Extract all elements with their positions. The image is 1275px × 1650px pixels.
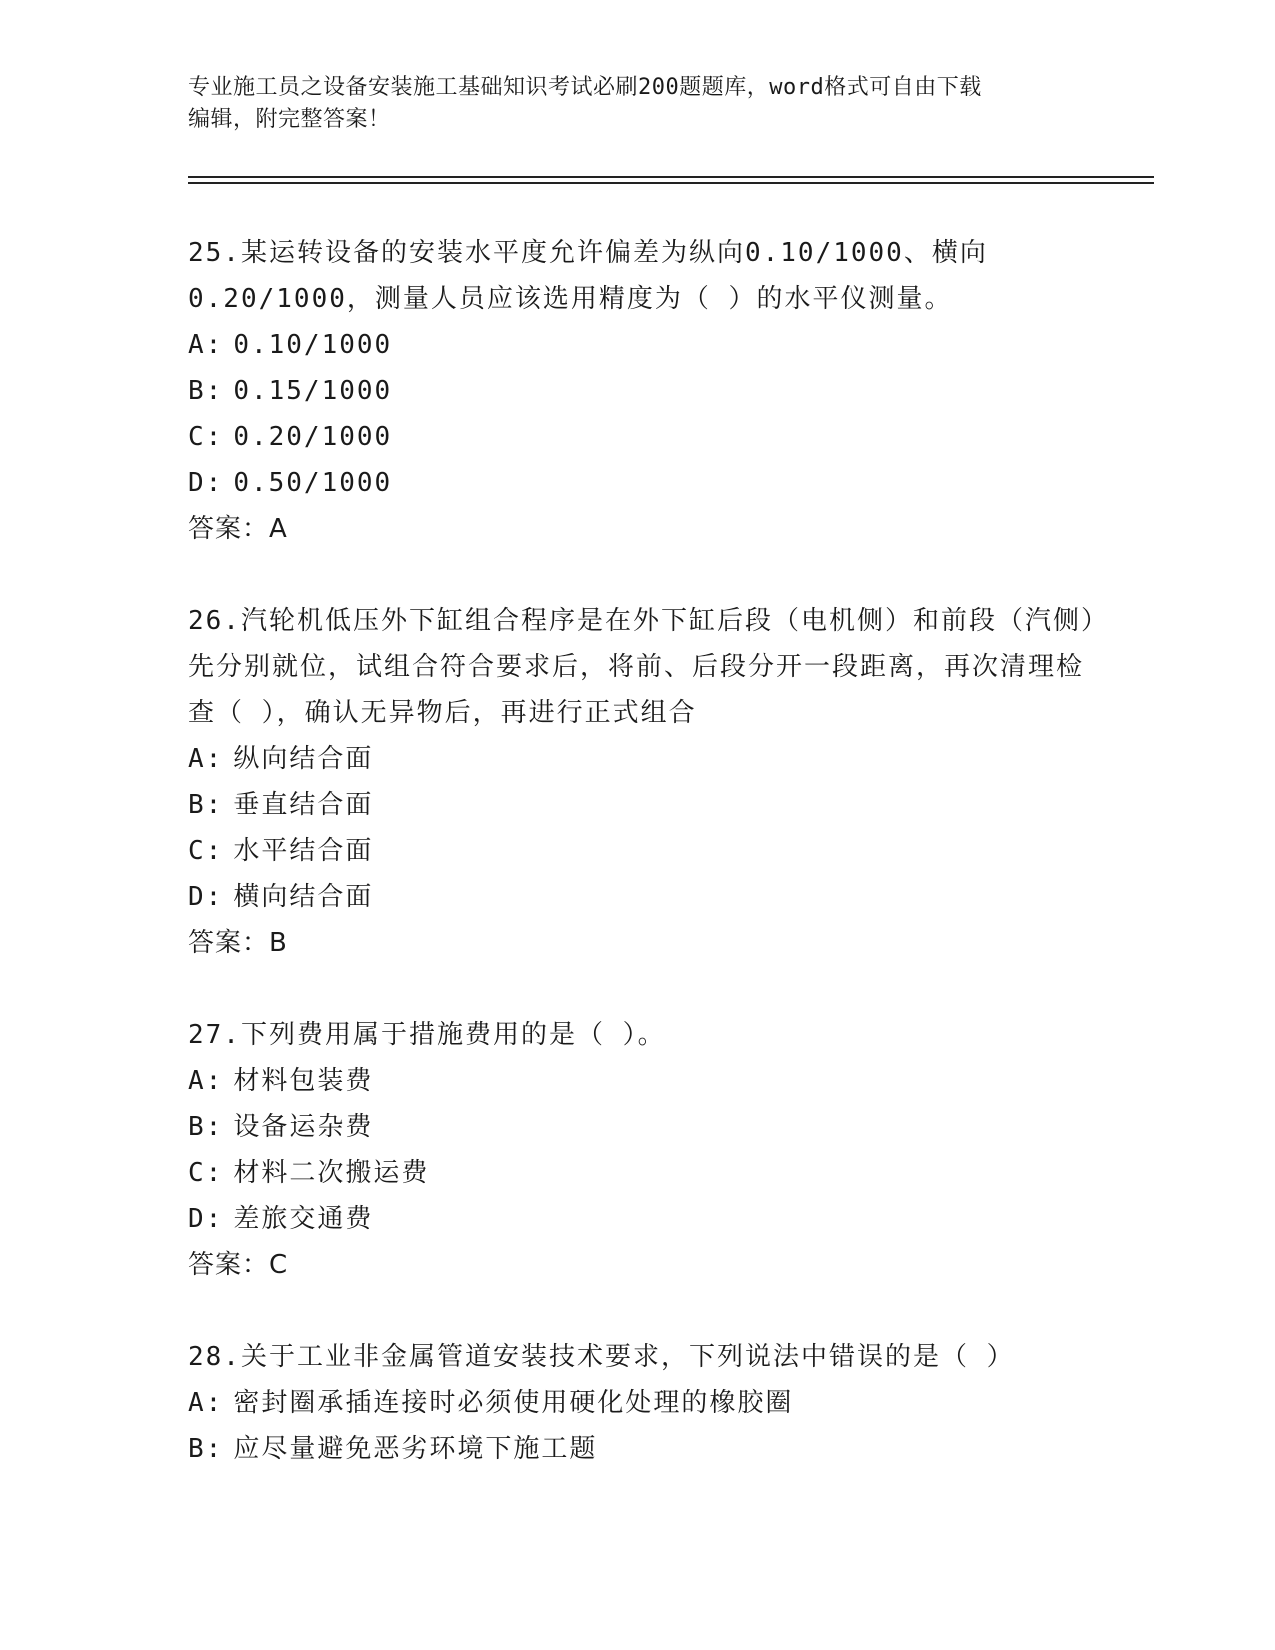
option-text: 0.15/1000 (233, 376, 393, 406)
question-block (188, 1334, 1108, 1472)
answer-option (188, 874, 1108, 920)
answer-label: 答案： (188, 928, 270, 958)
option-text: 横向结合面 (233, 882, 374, 912)
option-letter: A (188, 744, 206, 774)
question-stem: 27.下列费用属于措施费用的是（ ）。 (188, 1020, 666, 1050)
option-separator: : (205, 1388, 224, 1418)
answer-option (188, 322, 1108, 368)
answer-value: B (269, 928, 288, 958)
option-letter: B (188, 376, 206, 406)
answer-line (188, 506, 1108, 552)
option-letter: A (188, 1066, 206, 1096)
option-text: 密封圈承插连接时必须使用硬化处理的橡胶圈 (233, 1388, 794, 1418)
header-divider-top (188, 176, 1154, 178)
answer-option (188, 460, 1108, 506)
answer-value: A (269, 514, 288, 544)
option-separator: : (205, 330, 224, 360)
option-text: 材料二次搬运费 (233, 1158, 430, 1188)
option-separator: : (205, 836, 224, 866)
option-text: 应尽量避免恶劣环境下施工题 (233, 1434, 598, 1464)
option-text: 纵向结合面 (233, 744, 374, 774)
option-letter: D (188, 1204, 206, 1234)
header-line-2: 编辑，附完整答案！ (188, 107, 391, 132)
option-separator: : (205, 468, 224, 498)
answer-line (188, 920, 1108, 966)
answer-option (188, 368, 1108, 414)
option-text: 材料包装费 (233, 1066, 374, 1096)
question-stem: 28.关于工业非金属管道安装技术要求，下列说法中错误的是（ ） (188, 1342, 1015, 1372)
answer-option (188, 1196, 1108, 1242)
option-separator: : (205, 1066, 224, 1096)
question-block (188, 230, 1108, 552)
option-letter: D (188, 468, 206, 498)
document-header (188, 72, 1088, 136)
option-letter: A (188, 330, 206, 360)
option-text: 水平结合面 (233, 836, 374, 866)
question-stem: 26.汽轮机低压外下缸组合程序是在外下缸后段（电机侧）和前段（汽侧）先分别就位，试组合符合要求后，将前、后段分开一段距离，再次清理检查（ ），确认无异物后，再进行正式组合 (188, 606, 1096, 728)
answer-option (188, 1426, 1108, 1472)
option-text: 0.10/1000 (233, 330, 393, 360)
answer-option (188, 1058, 1108, 1104)
option-separator: : (205, 1112, 224, 1142)
answer-line (188, 1242, 1108, 1288)
header-divider-bottom (188, 182, 1154, 184)
answer-value: C (269, 1250, 289, 1280)
option-text: 设备运杂费 (233, 1112, 374, 1142)
option-letter: B (188, 790, 206, 820)
option-letter: C (188, 1158, 206, 1188)
option-letter: B (188, 1112, 206, 1142)
question-stem: 25.某运转设备的安装水平度允许偏差为纵向0.10/1000、横向0.20/1000，测量人员应该选用精度为（ ）的水平仪测量。 (188, 238, 988, 314)
answer-option (188, 1380, 1108, 1426)
answer-label: 答案： (188, 1250, 270, 1280)
answer-option (188, 1104, 1108, 1150)
answer-option (188, 828, 1108, 874)
option-separator: : (205, 744, 224, 774)
option-separator: : (205, 1158, 224, 1188)
option-separator: : (205, 422, 224, 452)
option-letter: B (188, 1434, 206, 1464)
question-list (188, 230, 1108, 1518)
option-separator: : (205, 882, 224, 912)
option-letter: C (188, 836, 206, 866)
header-line-1: 专业施工员之设备安装施工基础知识考试必刷200题题库，word格式可自由下载 (188, 75, 982, 100)
option-text: 0.20/1000 (233, 422, 393, 452)
question-block (188, 1012, 1108, 1288)
option-text: 0.50/1000 (233, 468, 393, 498)
answer-option (188, 414, 1108, 460)
answer-label: 答案： (188, 514, 270, 544)
option-text: 差旅交通费 (233, 1204, 374, 1234)
option-text: 垂直结合面 (233, 790, 374, 820)
option-letter: D (188, 882, 206, 912)
option-separator: : (205, 376, 224, 406)
option-separator: : (205, 790, 224, 820)
option-separator: : (205, 1204, 224, 1234)
answer-option (188, 1150, 1108, 1196)
option-separator: : (205, 1434, 224, 1464)
option-letter: C (188, 422, 206, 452)
question-block (188, 598, 1108, 966)
answer-option (188, 736, 1108, 782)
option-letter: A (188, 1388, 206, 1418)
answer-option (188, 782, 1108, 828)
